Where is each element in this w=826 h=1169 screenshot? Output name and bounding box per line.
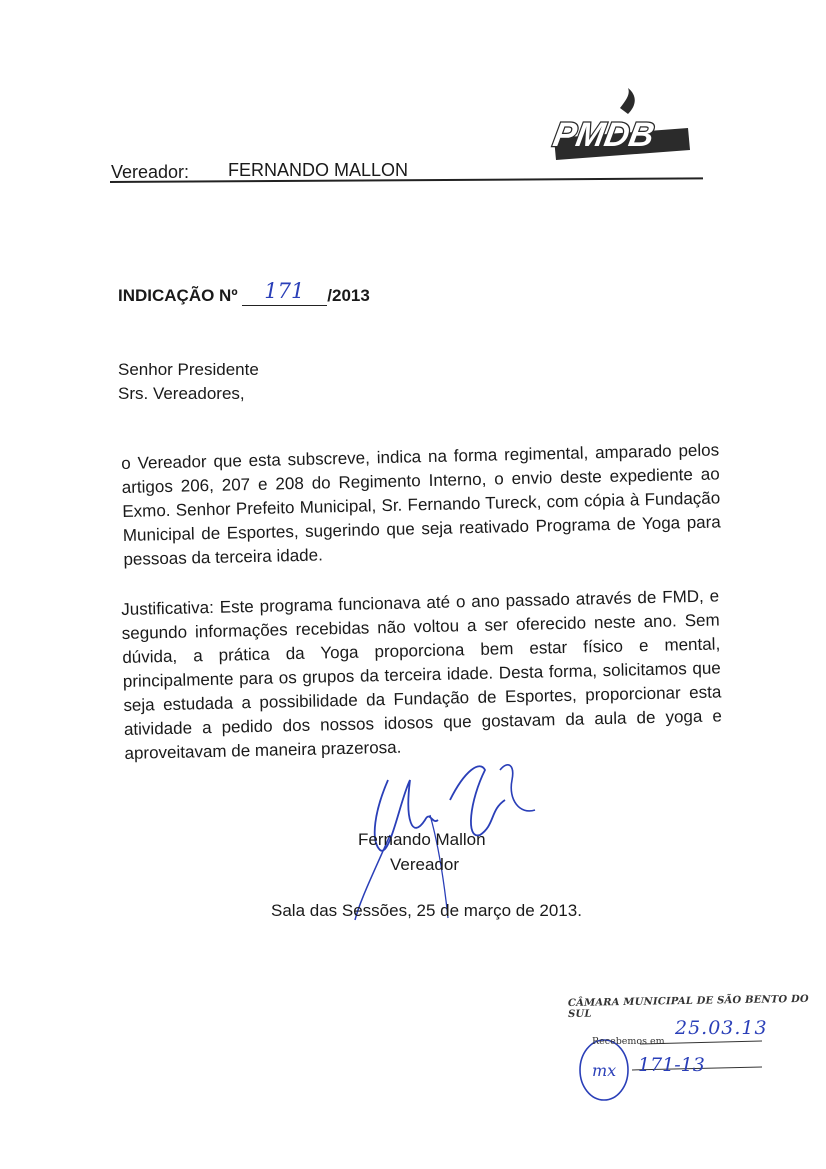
pmdb-logo-text: PMDB [550,116,658,154]
body-paragraph-1: o Vereador que esta subscreve, indica na forma regimental, amparado pelos artigos 206, 207 e 208 do Regimento Interno, o envio deste expediente ao Exmo. Senhor Prefeito Municipal, Sr. Fernando Tureck, com cópia à Fundação Municipal de Esportes, sugerindo que seja reativado Programa de Yoga para pessoas da terceira idade. [121,440,721,569]
indicacao-prefix: INDICAÇÃO Nº [118,286,238,305]
vereador-label: Vereador: [111,162,190,182]
stamp-received-date: 25.03.13 [675,1017,768,1039]
signatory-name: Fernando Mallon [358,830,486,849]
stamp-protocol-number: 171-13 [638,1054,705,1076]
greeting-line-1: Senhor Presidente [118,360,259,379]
header-divider [110,177,703,183]
indicacao-heading [118,279,370,306]
greeting-line-2: Srs. Vereadores, [118,384,245,403]
place-and-date: Sala das Sessões, 25 de março de 2013. [271,901,582,920]
stamp-title: CÂMARA MUNICIPAL DE SÃO BENTO DO SUL [567,993,809,1020]
stamp-received-label: Recebemos em [592,1036,665,1047]
stamp-initials: mx [592,1061,617,1080]
vereador-name: FERNANDO MALLON [228,160,409,180]
indicacao-number: 171 [264,279,305,303]
body-paragraph-2: Justificativa: Este programa funcionava até o ano passado através de FMD, e segundo informações recebidas não voltou a ser oferecido neste ano. Sem dúvida, a prática da Yoga proporciona bem estar físico e mental, principalmente para os grupos da terceira idade. Desta forma, solicitamos que seja estudada a possibilidade da Fundação de Esportes, proporcionar esta atividade a pedido dos nossos idosos que gostavam da aula de yoga e aproveitavam de maneira prazerosa. [121,586,723,763]
signatory-role: Vereador [390,855,459,874]
indicacao-number-field [242,279,327,306]
indicacao-suffix: /2013 [327,286,370,305]
pmdb-logo [548,88,698,166]
